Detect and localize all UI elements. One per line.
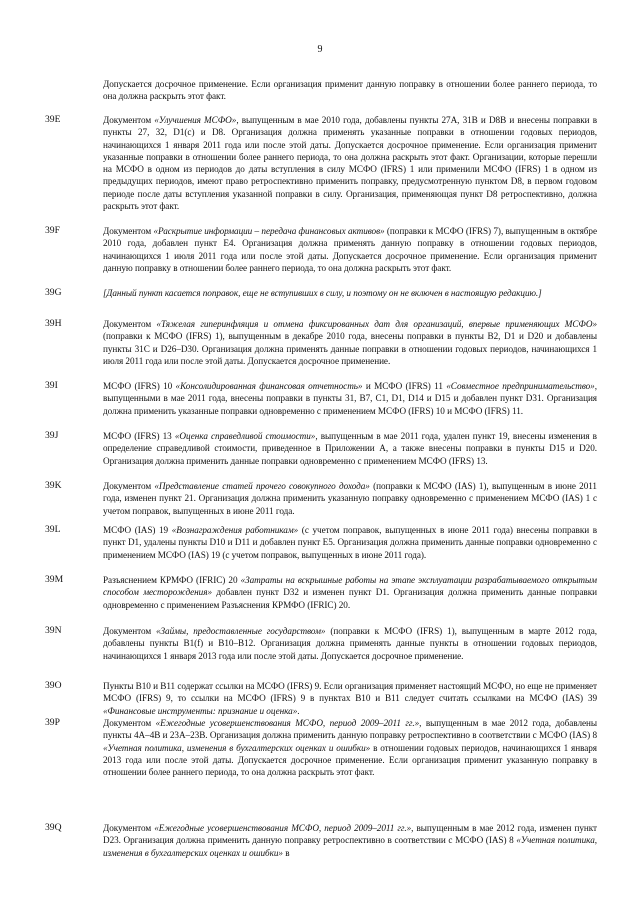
text-run: добавлен пункт D32 и изменен пункт D1. Организация должна применить данные поправки одновременно с применением Разъяснения КРМФО (IFRIC) 20. bbox=[103, 587, 597, 610]
text-run: (поправки к МСФО (IFRS) 1), выпущенным в марте 2012 года, добавлены пункты В1(f) и В10–В12. Организация должна применять данные пункты в отношении годовых периодов, начинающихся 1 января 2013 года или после этой даты. Допускается досрочное применение. bbox=[103, 626, 597, 661]
text-run: и МСФО (IFRS) 11 bbox=[362, 381, 447, 391]
paragraph-number: 39G bbox=[45, 287, 62, 298]
italic-run: «Ежегодные усовершенствования МСФО, период 2009–2011 гг.» bbox=[155, 718, 420, 728]
paragraph-text bbox=[103, 574, 597, 611]
italic-run: «Улучшения МСФО» bbox=[154, 115, 237, 125]
italic-run: «Оценка справедливой стоимости» bbox=[174, 431, 316, 441]
paragraph-number: 39P bbox=[45, 717, 60, 728]
italic-run: «Учетная политика, изменения в бухгалтерских оценках и ошибки» bbox=[103, 742, 371, 753]
paragraph-text bbox=[103, 680, 597, 717]
italic-run: «Совместное предпринимательство» bbox=[446, 381, 595, 391]
paragraph-text bbox=[103, 114, 597, 212]
italic-run: «Тяжелая гиперинфляция и отмена фиксированных дат для организаций, впервые применяющих МСФО» bbox=[156, 319, 597, 329]
italic-run: «Финансовые инструменты: признание и оценка» bbox=[103, 705, 298, 716]
paragraph-text bbox=[103, 822, 597, 859]
text-run: Документом bbox=[103, 481, 155, 491]
text-run: , выпущенным в мае 2012 года, изменен пункт D23. Организация должна применить данную поправку ретроспективно в соответствии с МСФО (IAS) 8 bbox=[103, 823, 597, 846]
paragraph-number: 39H bbox=[45, 318, 62, 329]
paragraph-text bbox=[103, 380, 597, 417]
italic-run: «Затраты на вскрышные работы на этапе эксплуатации разрабатываемого открытым способом месторождения» bbox=[103, 575, 597, 598]
paragraph-number: 39M bbox=[45, 574, 64, 585]
text-run: в bbox=[282, 847, 290, 858]
paragraph-text bbox=[103, 287, 597, 299]
italic-run: «Учетная политика, изменения в бухгалтерских оценках и ошибки» bbox=[103, 835, 597, 858]
text-run: (поправки к МСФО (IAS) 1), выпущенным в июне 2011 года, изменен пункт 21. Организация должна применить указанную поправку одновременно с применением МСФО (IAS) 1 с учетом поправок, выпущенных в июне 2011 года. bbox=[103, 481, 597, 516]
text-run: (поправки к МСФО (IFRS) 7), выпущенным в октябре 2010 года, добавлен пункт Е4. Организация должна применять данную поправку в отношении годовых периодов, начинающихся 1 июля 2011 года или после этой даты. Допускается досрочное применение. Если организация применит данную поправку в отношении более раннего периода, то она должна раскрыть этот факт. bbox=[103, 226, 597, 273]
paragraph-number: 39K bbox=[45, 480, 62, 491]
text-run: , выпущенными в мае 2011 года, внесены поправки в пункты 31, В7, С1, D1, D14 и D15 и добавлен пункт D31. Организация должна применить указанные поправки одновременно с применением МСФО (IFRS) 10 и МСФО (IFRS) 11. bbox=[103, 381, 597, 416]
paragraph-number: 39I bbox=[45, 380, 58, 391]
text-run: Документом bbox=[103, 115, 155, 125]
italic-run: «Раскрытие информации – передача финансовых активов» bbox=[153, 226, 385, 236]
italic-run: «Вознаграждения работникам» bbox=[171, 525, 299, 535]
text-run: (с учетом поправок, выпущенных в июне 2011 года) внесены поправки в пункт D1, удалены пункты D10 и D11 и добавлен пункт Е5. Организация должна применить данные поправки одновременно с применением МСФО (IAS) 19 (с учетом поправок, выпущенных в июне 2011 года). bbox=[103, 525, 598, 560]
text-run: Пункты В10 и В11 содержат ссылки на МСФО (IFRS) 9. Если организация применяет настоящий МСФО, но еще не применяет МСФО (IFRS) 9, то ссылки на МСФО (IFRS) 9 в пунктах В10 и В11 следует считать ссылками на МСФО (IAS) 39 bbox=[103, 681, 597, 704]
italic-run: «Консолидированная финансовая отчетность» bbox=[175, 381, 363, 391]
page-number: 9 bbox=[317, 44, 323, 55]
italic-run: «Представление статей прочего совокупного дохода» bbox=[154, 481, 370, 491]
text-run: МСФО (IFRS) 10 bbox=[103, 381, 176, 391]
paragraph-text bbox=[103, 225, 597, 274]
paragraph-text bbox=[103, 318, 597, 367]
text-run: , выпущенным в мае 2012 года, добавлены пункты 4А–4В и 23А–23В. Организация должна применить данную поправку ретроспективно в соответствии с МСФО (IAS) 8 bbox=[103, 718, 597, 741]
text-run: МСФО (IAS) 19 bbox=[103, 525, 172, 535]
paragraph-text bbox=[103, 480, 597, 517]
paragraph-text bbox=[103, 78, 597, 103]
text-run: Документом bbox=[103, 718, 156, 728]
text-run: Документом bbox=[103, 626, 156, 636]
paragraph-number: 39N bbox=[45, 625, 62, 636]
paragraph-text bbox=[103, 625, 597, 662]
paragraph-number: 39F bbox=[45, 225, 60, 236]
paragraph-number: 39O bbox=[45, 680, 62, 691]
paragraph-text bbox=[103, 717, 597, 778]
text-run: , выпущенным в мае 2011 года, удален пункт 19, внесены изменения в определение справедливой стоимости, приведенное в Приложении А, а также внесены поправки в пункты D15 и D20. Организация должна применить данные поправки одновременно с применением МСФО (IFRS) 13. bbox=[103, 431, 597, 466]
italic-run: «Ежегодные усовершенствования МСФО, период 2009–2011 гг.» bbox=[154, 823, 412, 833]
paragraph-number: 39Q bbox=[45, 822, 62, 833]
text-run: (поправки к МСФО (IFRS) 1), выпущенным в декабре 2010 года, внесены поправки в пункты В2, D1 и D20 и добавлены пункты 31С и D26–D30. Организация должна применять данные поправки в отношении годовых периодов, начинающихся 1 июля 2011 года или после этой даты. Допускается досрочное применение. bbox=[103, 331, 597, 366]
text-run: , выпущенным в мае 2010 года, добавлены пункты 27А, 31В и D8В и внесены поправки в пункты 27, 32, D1(с) и D8. Организация должна применять указанные поправки в отношении годовых периодов, начинающихся 1 января 2011 года или после этой даты. Допускается досрочное применение. Если организация применит указанные поправки в отношении более раннего периода, то она должна раскрыть этот факт. Организации, которые перешли на МСФО в одном из периодов до даты вступления в силу МСФО (IFRS) 1 или применили МСФО (IFRS) 1 в одном из предыдущих периодов, имеют право ретроспективно применить поправку, предусмотренную пунктом D8, в первом годовом периоде после даты вступления указанной поправки в силу. Организация, применяющая пункт D8 ретроспективно, должна раскрыть этот факт. bbox=[103, 115, 597, 212]
text-run: МСФО (IFRS) 13 bbox=[103, 431, 175, 441]
paragraph-number: 39J bbox=[45, 430, 59, 441]
text-run: в отношении годовых периодов, начинающихся 1 января 2013 года или после этой даты. Допускается досрочное применение. Если организация применит указанную поправку в отношении более раннего периода, то она должна раскрыть этот факт. bbox=[103, 742, 597, 778]
text-run: Документом bbox=[103, 823, 155, 833]
italic-run: «Займы, предоставленные государством» bbox=[155, 626, 326, 636]
text-run: Документом bbox=[103, 226, 154, 236]
paragraph-number: 39L bbox=[45, 524, 61, 535]
italic-run: [Данный пункт касается поправок, еще не вступивших в силу, и поэтому он не включен в настоящую редакцию.] bbox=[103, 288, 542, 298]
text-run: . bbox=[297, 705, 300, 716]
text-run: Разъяснением КРМФО (IFRIC) 20 bbox=[103, 575, 241, 585]
paragraph-text bbox=[103, 524, 597, 561]
paragraph-number: 39E bbox=[45, 114, 61, 125]
paragraph-text bbox=[103, 430, 597, 467]
text-run: Допускается досрочное применение. Если организация применит данную поправку в отношении более раннего периода, то она должна раскрыть этот факт. bbox=[103, 79, 597, 102]
text-run: Документом bbox=[103, 319, 157, 329]
